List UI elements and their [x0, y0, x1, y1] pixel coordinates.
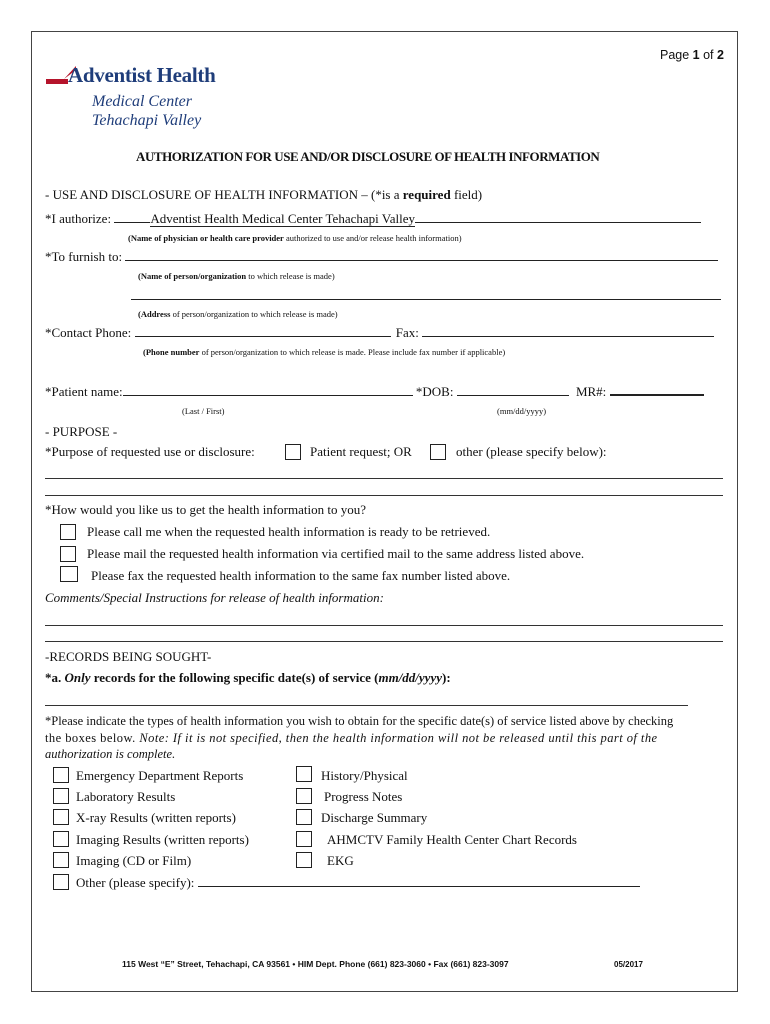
records-instructions-1: *Please indicate the types of health information you wish to obtain for the specific date(s) of service listed above by checking: [45, 714, 674, 728]
purpose-patient-checkbox[interactable]: [285, 444, 301, 460]
phone-row: *Contact Phone: Fax:: [45, 325, 714, 341]
record-other-checkbox[interactable]: [53, 874, 69, 890]
authorize-label: *I authorize:: [45, 211, 112, 226]
record-lab-results-label: Laboratory Results: [76, 789, 176, 804]
delivery-mail-label: Please mail the requested health information via certified mail to the same address listed above.: [87, 546, 585, 561]
contact-phone-field[interactable]: [135, 336, 391, 337]
patient-name-field[interactable]: [123, 395, 413, 396]
record-imaging-results-label: Imaging Results (written reports): [76, 832, 249, 847]
address-field[interactable]: [131, 299, 721, 300]
delivery-question: *How would you like us to get the health information to you?: [45, 502, 366, 517]
records-dates-label: *a. Only records for the following specific date(s) of service (mm/dd/yyyy):: [45, 670, 451, 685]
dob-caption: (mm/dd/yyyy): [497, 406, 547, 416]
purpose-label: *Purpose of requested use or disclosure:: [45, 444, 255, 459]
record-progress-label: Progress Notes: [324, 789, 403, 804]
record-imaging-cd-checkbox[interactable]: [53, 852, 69, 868]
record-ekg-label: EKG: [327, 853, 354, 868]
fax-field[interactable]: [422, 336, 714, 337]
records-instructions-3: authorization is complete.: [45, 747, 176, 761]
mr-field[interactable]: [610, 394, 704, 396]
logo-line1: Medical Center: [92, 93, 192, 110]
patient-caption: (Last / First): [182, 406, 225, 416]
record-other-row: Other (please specify):: [76, 875, 640, 891]
record-xray-checkbox[interactable]: [53, 809, 69, 825]
record-discharge-checkbox[interactable]: [296, 809, 312, 825]
records-instructions-2: the boxes below. Note: If it is not specified, then the health information will not be released until this part of the: [45, 731, 658, 745]
record-xray-label: X-ray Results (written reports): [76, 810, 236, 825]
comments-label: Comments/Special Instructions for release of health information:: [45, 590, 384, 605]
use-heading: - USE AND DISCLOSURE OF HEALTH INFORMATION – (*is a required field): [45, 187, 483, 202]
record-imaging-cd-label: Imaging (CD or Film): [76, 853, 192, 868]
authorize-caption: (Name of physician or health care provider authorized to use and/or release health information): [128, 233, 462, 243]
address-caption: (Address of person/organization to which release is made): [138, 309, 338, 319]
record-ed-reports-checkbox[interactable]: [53, 767, 69, 783]
record-history-checkbox[interactable]: [296, 766, 312, 782]
comments-line-2[interactable]: [45, 641, 723, 642]
record-discharge-label: Discharge Summary: [321, 810, 428, 825]
furnish-row: *To furnish to:: [45, 249, 718, 265]
footer-revision: 05/2017: [614, 960, 643, 969]
logo-brand: Adventist Health: [68, 63, 216, 87]
purpose-other-label: other (please specify below):: [456, 444, 607, 459]
record-history-label: History/Physical: [321, 768, 408, 783]
authorize-row: [45, 211, 701, 227]
record-other-field[interactable]: [198, 886, 640, 887]
delivery-fax-label: Please fax the requested health information to the same fax number listed above.: [91, 568, 511, 583]
delivery-call-label: Please call me when the requested health information is ready to be retrieved.: [87, 524, 491, 539]
record-ekg-checkbox[interactable]: [296, 852, 312, 868]
record-family-health-label: AHMCTV Family Health Center Chart Records: [327, 832, 577, 847]
record-imaging-results-checkbox[interactable]: [53, 831, 69, 847]
dob-field[interactable]: [457, 395, 569, 396]
purpose-other-line-1[interactable]: [45, 478, 723, 479]
record-lab-results-checkbox[interactable]: [53, 788, 69, 804]
comments-line-1[interactable]: [45, 625, 723, 626]
record-ed-reports-label: Emergency Department Reports: [76, 768, 244, 783]
delivery-call-checkbox[interactable]: [60, 524, 76, 540]
records-heading: -RECORDS BEING SOUGHT-: [45, 649, 212, 664]
purpose-heading: - PURPOSE -: [45, 424, 118, 439]
page-number: Page 1 of 2: [660, 48, 724, 62]
purpose-other-checkbox[interactable]: [430, 444, 446, 460]
record-progress-checkbox[interactable]: [296, 788, 312, 804]
delivery-mail-checkbox[interactable]: [60, 546, 76, 562]
record-family-health-checkbox[interactable]: [296, 831, 312, 847]
phone-caption: (Phone number of person/organization to which release is made. Please include fax number if applicable): [143, 347, 506, 357]
footer-address: 115 West “E” Street, Tehachapi, CA 93561 • HIM Dept. Phone (661) 823-3060 • Fax (661) 823-3097: [122, 959, 509, 969]
furnish-caption: (Name of person/organization to which release is made): [138, 271, 335, 281]
furnish-field[interactable]: [125, 260, 718, 261]
records-dates-field[interactable]: [45, 705, 688, 706]
logo-line2: Tehachapi Valley: [92, 112, 202, 129]
purpose-patient-label: Patient request; OR: [310, 444, 412, 459]
purpose-other-line-2[interactable]: [45, 495, 723, 496]
patient-row: *Patient name: *DOB: MR#:: [45, 384, 704, 400]
form-title: AUTHORIZATION FOR USE AND/OR DISCLOSURE OF HEALTH INFORMATION: [136, 149, 600, 164]
authorize-value[interactable]: Adventist Health Medical Center Tehachapi Valley: [150, 211, 415, 226]
delivery-fax-checkbox[interactable]: [60, 566, 78, 582]
